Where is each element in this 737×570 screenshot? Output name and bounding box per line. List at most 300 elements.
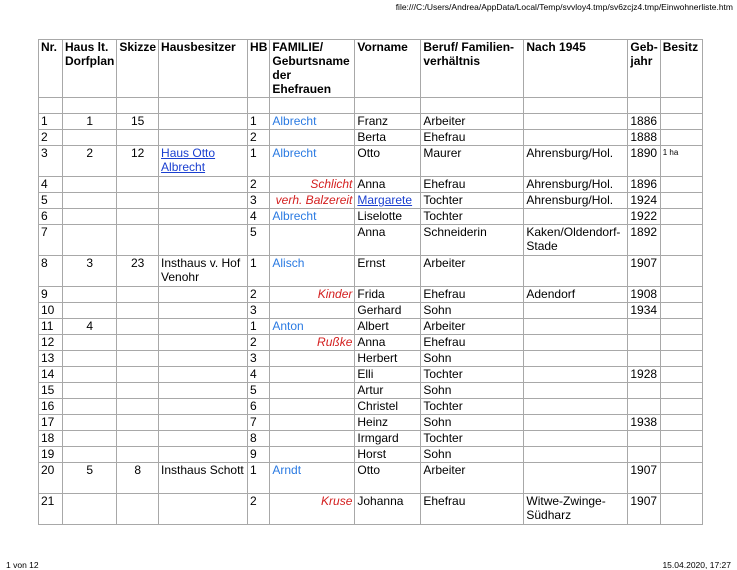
row-familie bbox=[270, 287, 355, 303]
row-nr bbox=[39, 415, 63, 431]
row-familie bbox=[270, 177, 355, 193]
row-familie-text: Albrecht bbox=[272, 114, 317, 128]
row-skizze bbox=[117, 399, 159, 415]
row-nach1945 bbox=[524, 463, 628, 494]
header-haus bbox=[63, 40, 117, 98]
house-owner-link[interactable]: Haus Otto Albrecht bbox=[161, 146, 216, 174]
row-vorname bbox=[355, 177, 421, 193]
row-besitz-text: 1 ha bbox=[662, 148, 679, 157]
row-nr bbox=[39, 209, 63, 225]
row-geb bbox=[628, 447, 660, 463]
row-haus bbox=[63, 447, 117, 463]
row-skizze-text: 15 bbox=[131, 114, 145, 128]
row-hb-text: 1 bbox=[250, 146, 257, 160]
row-vorname-text: Ernst bbox=[357, 256, 386, 270]
table-row bbox=[39, 130, 703, 146]
row-beruf-text: Sohn bbox=[423, 351, 452, 365]
row-vorname-text: Anna bbox=[357, 225, 386, 239]
row-nr bbox=[39, 146, 63, 177]
table-row bbox=[39, 146, 703, 177]
row-haus bbox=[63, 494, 117, 525]
row-vorname-text: Liselotte bbox=[357, 209, 403, 223]
row-familie-text: Kinder bbox=[317, 287, 353, 301]
row-skizze bbox=[117, 114, 159, 130]
row-beruf-text: Ehefrau bbox=[423, 335, 466, 349]
row-haus bbox=[63, 193, 117, 209]
table-header-row bbox=[39, 40, 703, 98]
row-familie-text: Arndt bbox=[272, 463, 302, 477]
row-beruf bbox=[421, 177, 524, 193]
row-beruf-text: Arbeiter bbox=[423, 463, 466, 477]
row-hb bbox=[248, 335, 270, 351]
row-vorname bbox=[355, 303, 421, 319]
row-besitz bbox=[660, 383, 702, 399]
row-hausbesitzer bbox=[159, 209, 248, 225]
row-geb bbox=[628, 351, 660, 367]
row-nr bbox=[39, 447, 63, 463]
row-haus bbox=[63, 319, 117, 335]
row-vorname bbox=[355, 415, 421, 431]
row-nr bbox=[39, 193, 63, 209]
row-nach1945 bbox=[524, 367, 628, 383]
row-haus bbox=[63, 303, 117, 319]
row-geb bbox=[628, 415, 660, 431]
row-haus bbox=[63, 256, 117, 287]
table-row bbox=[39, 256, 703, 287]
row-nr-text: 4 bbox=[41, 177, 48, 191]
row-nr-text: 13 bbox=[41, 351, 55, 365]
row-geb-text: 1907 bbox=[630, 494, 658, 508]
row-besitz bbox=[660, 146, 702, 177]
row-hausbesitzer bbox=[159, 399, 248, 415]
row-nr-text: 18 bbox=[41, 431, 55, 445]
print-timestamp: 15.04.2020, 17:27 bbox=[662, 560, 731, 570]
row-skizze bbox=[117, 146, 159, 177]
row-beruf bbox=[421, 319, 524, 335]
row-nach1945-text: Ahrensburg/Hol. bbox=[526, 146, 614, 160]
row-familie bbox=[270, 225, 355, 256]
row-nr-text: 8 bbox=[41, 256, 48, 270]
header-familie-line3: der bbox=[272, 68, 292, 82]
row-vorname bbox=[355, 256, 421, 287]
row-vorname bbox=[355, 287, 421, 303]
row-hausbesitzer bbox=[159, 177, 248, 193]
row-beruf bbox=[421, 335, 524, 351]
row-nach1945 bbox=[524, 114, 628, 130]
header-vorname: Vorname bbox=[355, 40, 421, 98]
row-hausbesitzer bbox=[159, 130, 248, 146]
table-row bbox=[39, 335, 703, 351]
row-beruf bbox=[421, 146, 524, 177]
row-familie bbox=[270, 494, 355, 525]
row-beruf bbox=[421, 415, 524, 431]
row-nr-text: 19 bbox=[41, 447, 55, 461]
table-row bbox=[39, 303, 703, 319]
table-row bbox=[39, 399, 703, 415]
row-skizze bbox=[117, 431, 159, 447]
row-geb bbox=[628, 319, 660, 335]
row-nr bbox=[39, 319, 63, 335]
row-nr-text: 15 bbox=[41, 383, 55, 397]
row-hb-text: 3 bbox=[250, 193, 257, 207]
row-beruf bbox=[421, 130, 524, 146]
row-vorname bbox=[355, 319, 421, 335]
row-skizze bbox=[117, 463, 159, 494]
row-skizze-text: 12 bbox=[131, 146, 145, 160]
row-nach1945 bbox=[524, 225, 628, 256]
row-hausbesitzer bbox=[159, 114, 248, 130]
row-vorname-text: Horst bbox=[357, 447, 387, 461]
row-familie bbox=[270, 193, 355, 209]
row-skizze bbox=[117, 335, 159, 351]
row-hb-text: 2 bbox=[250, 335, 257, 349]
row-nach1945 bbox=[524, 415, 628, 431]
table-row bbox=[39, 225, 703, 256]
row-vorname-text: Berta bbox=[357, 130, 387, 144]
row-vorname bbox=[355, 193, 421, 209]
row-nr bbox=[39, 335, 63, 351]
row-haus-text: 2 bbox=[86, 146, 94, 160]
row-skizze bbox=[117, 256, 159, 287]
row-geb bbox=[628, 399, 660, 415]
row-geb bbox=[628, 114, 660, 130]
row-vorname bbox=[355, 225, 421, 256]
row-nr bbox=[39, 494, 63, 525]
row-hb bbox=[248, 415, 270, 431]
row-haus bbox=[63, 114, 117, 130]
row-besitz bbox=[660, 447, 702, 463]
row-geb-text: 1886 bbox=[630, 114, 658, 128]
row-hausbesitzer bbox=[159, 287, 248, 303]
row-hb-text: 1 bbox=[250, 256, 257, 270]
row-nr bbox=[39, 431, 63, 447]
row-hb bbox=[248, 256, 270, 287]
header-familie-line1: FAMILIE/ bbox=[272, 40, 324, 54]
row-hb bbox=[248, 303, 270, 319]
row-hb bbox=[248, 463, 270, 494]
table-row bbox=[39, 494, 703, 525]
row-vorname-text: Otto bbox=[357, 463, 381, 477]
row-skizze bbox=[117, 193, 159, 209]
row-haus-text: 1 bbox=[86, 114, 94, 128]
row-hb-text: 3 bbox=[250, 303, 257, 317]
row-haus bbox=[63, 177, 117, 193]
row-hb-text: 2 bbox=[250, 130, 257, 144]
row-vorname-text: Albert bbox=[357, 319, 389, 333]
row-hausbesitzer-text: Insthaus Schott bbox=[161, 463, 244, 477]
row-geb-text: 1890 bbox=[630, 146, 658, 160]
row-vorname-text: Otto bbox=[357, 146, 381, 160]
row-geb-text: 1938 bbox=[630, 415, 658, 429]
row-familie-text: Alisch bbox=[272, 256, 305, 270]
row-hb bbox=[248, 225, 270, 256]
row-skizze bbox=[117, 367, 159, 383]
row-hb bbox=[248, 431, 270, 447]
row-nach1945 bbox=[524, 383, 628, 399]
row-beruf bbox=[421, 367, 524, 383]
row-vorname-text: Irmgard bbox=[357, 431, 399, 445]
row-hb bbox=[248, 146, 270, 177]
row-skizze bbox=[117, 319, 159, 335]
row-familie-text: Anton bbox=[272, 319, 304, 333]
row-vorname bbox=[355, 367, 421, 383]
row-nr bbox=[39, 383, 63, 399]
row-hb bbox=[248, 177, 270, 193]
row-nr-text: 3 bbox=[41, 146, 48, 160]
row-nr bbox=[39, 256, 63, 287]
row-nach1945 bbox=[524, 146, 628, 177]
row-beruf-text: Tochter bbox=[423, 193, 463, 207]
row-geb bbox=[628, 303, 660, 319]
row-besitz bbox=[660, 319, 702, 335]
row-nr-text: 10 bbox=[41, 303, 55, 317]
row-beruf bbox=[421, 225, 524, 256]
row-familie-text: Rußke bbox=[317, 335, 353, 349]
row-nr-text: 6 bbox=[41, 209, 48, 223]
row-vorname bbox=[355, 447, 421, 463]
row-besitz bbox=[660, 463, 702, 494]
spacer-row bbox=[39, 98, 703, 114]
row-beruf bbox=[421, 114, 524, 130]
row-vorname bbox=[355, 399, 421, 415]
row-nr-text: 9 bbox=[41, 287, 48, 301]
header-skizze: Skizze bbox=[117, 40, 159, 98]
row-hb bbox=[248, 383, 270, 399]
row-hb bbox=[248, 193, 270, 209]
row-hausbesitzer bbox=[159, 193, 248, 209]
row-hausbesitzer bbox=[159, 335, 248, 351]
row-beruf-text: Schneiderin bbox=[423, 225, 487, 239]
row-nr-text: 17 bbox=[41, 415, 55, 429]
row-geb-text: 1892 bbox=[630, 225, 658, 239]
row-nach1945 bbox=[524, 319, 628, 335]
row-hb bbox=[248, 130, 270, 146]
row-vorname bbox=[355, 383, 421, 399]
row-geb-text: 1907 bbox=[630, 463, 658, 477]
header-nr: Nr. bbox=[39, 40, 63, 98]
table-row bbox=[39, 447, 703, 463]
row-hb bbox=[248, 399, 270, 415]
row-geb bbox=[628, 225, 660, 256]
table-row bbox=[39, 193, 703, 209]
row-nr bbox=[39, 463, 63, 494]
row-skizze-text: 23 bbox=[131, 256, 145, 270]
row-familie bbox=[270, 335, 355, 351]
header-familie-line2: Geburtsname bbox=[272, 54, 350, 68]
row-nach1945 bbox=[524, 399, 628, 415]
header-nach1945: Nach 1945 bbox=[524, 40, 628, 98]
row-vorname-text: Johanna bbox=[357, 494, 404, 508]
row-nach1945 bbox=[524, 193, 628, 209]
first-name-link[interactable]: Margarete bbox=[357, 193, 413, 207]
row-nr-text: 12 bbox=[41, 335, 55, 349]
row-beruf-text: Tochter bbox=[423, 209, 463, 223]
row-nach1945 bbox=[524, 287, 628, 303]
row-besitz bbox=[660, 335, 702, 351]
row-hausbesitzer bbox=[159, 351, 248, 367]
row-vorname bbox=[355, 146, 421, 177]
row-familie bbox=[270, 367, 355, 383]
row-geb bbox=[628, 177, 660, 193]
row-nr-text: 11 bbox=[41, 319, 54, 333]
row-beruf-text: Ehefrau bbox=[423, 177, 466, 191]
row-hb bbox=[248, 447, 270, 463]
row-familie-text: Albrecht bbox=[272, 209, 317, 223]
row-nach1945-text: Ahrensburg/Hol. bbox=[526, 193, 614, 207]
row-nach1945 bbox=[524, 130, 628, 146]
row-nr bbox=[39, 287, 63, 303]
row-vorname bbox=[355, 335, 421, 351]
row-skizze bbox=[117, 303, 159, 319]
row-haus bbox=[63, 399, 117, 415]
row-familie bbox=[270, 256, 355, 287]
row-beruf bbox=[421, 209, 524, 225]
row-hb-text: 5 bbox=[250, 383, 257, 397]
row-haus bbox=[63, 383, 117, 399]
row-nr bbox=[39, 130, 63, 146]
row-geb bbox=[628, 287, 660, 303]
row-vorname bbox=[355, 494, 421, 525]
row-beruf bbox=[421, 494, 524, 525]
row-hb-text: 6 bbox=[250, 399, 257, 413]
row-hb bbox=[248, 319, 270, 335]
row-skizze bbox=[117, 177, 159, 193]
header-beruf-line1: Beruf/ Familien- bbox=[423, 40, 515, 54]
row-beruf bbox=[421, 431, 524, 447]
row-nr-text: 1 bbox=[41, 114, 48, 128]
row-nr bbox=[39, 303, 63, 319]
row-beruf bbox=[421, 256, 524, 287]
row-geb bbox=[628, 367, 660, 383]
row-geb-text: 1908 bbox=[630, 287, 658, 301]
row-hb bbox=[248, 494, 270, 525]
row-nr-text: 21 bbox=[41, 494, 55, 508]
header-familie-line4: Ehefrauen bbox=[272, 82, 332, 96]
row-besitz bbox=[660, 256, 702, 287]
row-beruf-text: Sohn bbox=[423, 415, 452, 429]
row-haus bbox=[63, 415, 117, 431]
table-row bbox=[39, 383, 703, 399]
row-haus bbox=[63, 225, 117, 256]
row-skizze bbox=[117, 415, 159, 431]
row-skizze bbox=[117, 130, 159, 146]
row-familie bbox=[270, 431, 355, 447]
row-besitz bbox=[660, 399, 702, 415]
row-familie bbox=[270, 351, 355, 367]
row-hb-text: 1 bbox=[250, 463, 257, 477]
row-haus bbox=[63, 463, 117, 494]
row-haus bbox=[63, 146, 117, 177]
row-geb-text: 1896 bbox=[630, 177, 658, 191]
row-familie-text: Schlicht bbox=[310, 177, 353, 191]
row-vorname-text: Anna bbox=[357, 335, 386, 349]
row-familie bbox=[270, 209, 355, 225]
file-path: file:///C:/Users/Andrea/AppData/Local/Temp/svvloy4.tmp/sv6zcjz4.tmp/Einwohnerliste.htm bbox=[395, 2, 733, 12]
row-hb bbox=[248, 287, 270, 303]
row-beruf-text: Arbeiter bbox=[423, 256, 466, 270]
row-haus bbox=[63, 367, 117, 383]
row-skizze bbox=[117, 494, 159, 525]
row-beruf bbox=[421, 351, 524, 367]
row-haus bbox=[63, 209, 117, 225]
row-nr-text: 5 bbox=[41, 193, 48, 207]
row-hb-text: 2 bbox=[250, 494, 257, 508]
row-skizze-text: 8 bbox=[134, 463, 142, 477]
row-nr-text: 20 bbox=[41, 463, 55, 477]
row-geb bbox=[628, 209, 660, 225]
table-row bbox=[39, 319, 703, 335]
row-nr bbox=[39, 177, 63, 193]
row-nach1945 bbox=[524, 256, 628, 287]
table-body bbox=[39, 114, 703, 525]
table-row bbox=[39, 415, 703, 431]
row-nr-text: 7 bbox=[41, 225, 48, 239]
row-familie-text: Albrecht bbox=[272, 146, 317, 160]
row-hausbesitzer bbox=[159, 494, 248, 525]
table-row bbox=[39, 114, 703, 130]
table-row bbox=[39, 351, 703, 367]
header-beruf-line2: verhältnis bbox=[423, 54, 481, 68]
row-nr-text: 14 bbox=[41, 367, 55, 381]
row-familie bbox=[270, 319, 355, 335]
row-familie bbox=[270, 303, 355, 319]
row-skizze bbox=[117, 209, 159, 225]
row-hb-text: 2 bbox=[250, 177, 257, 191]
row-skizze bbox=[117, 351, 159, 367]
row-familie bbox=[270, 463, 355, 494]
row-hb-text: 4 bbox=[250, 367, 257, 381]
row-beruf-text: Maurer bbox=[423, 146, 462, 160]
row-hb bbox=[248, 114, 270, 130]
row-familie-text: Kruse bbox=[321, 494, 353, 508]
row-geb bbox=[628, 383, 660, 399]
row-besitz bbox=[660, 225, 702, 256]
row-vorname-text: Franz bbox=[357, 114, 389, 128]
row-beruf bbox=[421, 287, 524, 303]
table-row bbox=[39, 177, 703, 193]
row-nach1945-text: Witwe-Zwinge-Südharz bbox=[526, 494, 606, 522]
row-nach1945 bbox=[524, 209, 628, 225]
row-beruf bbox=[421, 399, 524, 415]
header-haus-line1: Haus lt. bbox=[65, 40, 109, 54]
row-nr-text: 2 bbox=[41, 130, 48, 144]
row-geb-text: 1888 bbox=[630, 130, 658, 144]
row-vorname bbox=[355, 351, 421, 367]
row-nr-text: 16 bbox=[41, 399, 55, 413]
row-nach1945 bbox=[524, 303, 628, 319]
row-familie bbox=[270, 399, 355, 415]
row-haus-text: 4 bbox=[86, 319, 94, 333]
row-beruf-text: Ehefrau bbox=[423, 287, 466, 301]
row-hausbesitzer bbox=[159, 415, 248, 431]
row-nr bbox=[39, 114, 63, 130]
row-hb bbox=[248, 209, 270, 225]
row-beruf-text: Arbeiter bbox=[423, 114, 466, 128]
row-vorname-text: Anna bbox=[357, 177, 386, 191]
row-hb-text: 4 bbox=[250, 209, 257, 223]
row-vorname-text: Frida bbox=[357, 287, 385, 301]
row-hb bbox=[248, 351, 270, 367]
table-row bbox=[39, 209, 703, 225]
header-haus-line2: Dorfplan bbox=[65, 54, 115, 68]
row-geb bbox=[628, 431, 660, 447]
row-besitz bbox=[660, 177, 702, 193]
row-vorname-text: Artur bbox=[357, 383, 384, 397]
row-beruf bbox=[421, 463, 524, 494]
row-hausbesitzer bbox=[159, 225, 248, 256]
header-geb bbox=[628, 40, 660, 98]
table-row bbox=[39, 463, 703, 494]
